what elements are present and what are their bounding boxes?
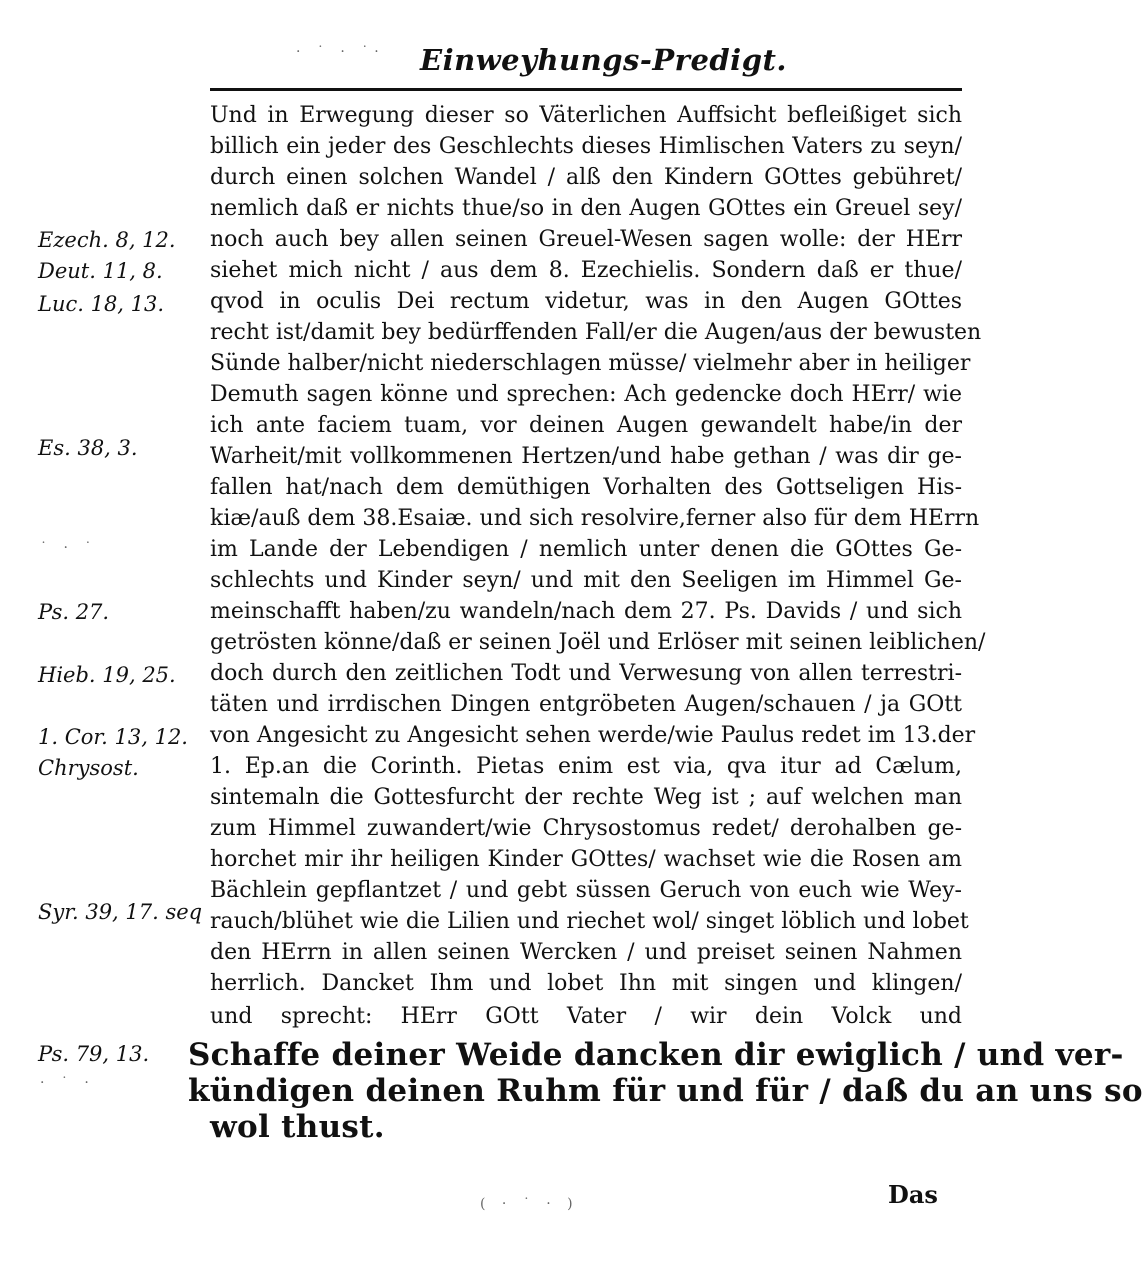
body-line: nemlich daß er nichts thue/so in den Augen GOttes ein Greuel sey/ bbox=[210, 196, 962, 221]
body-line: im Lande der Lebendigen / nemlich unter denen die GOttes Ge- bbox=[210, 537, 962, 562]
body-line: Demuth sagen könne und sprechen: Ach gedencke doch HErr/ wie bbox=[210, 382, 962, 407]
body-line: schlechts und Kinder seyn/ und mit den Seeligen im Himmel Ge- bbox=[210, 568, 962, 593]
body-line: 1. Ep.an die Corinth. Pietas enim est via, qva itur ad Cælum, bbox=[210, 754, 962, 779]
body-line: von Angesicht zu Angesicht sehen werde/wie Paulus redet im 13.der bbox=[210, 723, 976, 748]
body-line: meinschafft haben/zu wandeln/nach dem 27. Ps. Davids / und sich bbox=[210, 599, 962, 624]
body-line: recht ist/damit bey bedürffenden Fall/er die Augen/aus der bewusten bbox=[210, 320, 982, 345]
body-line: doch durch den zeitlichen Todt und Verwesung von allen terrestri- bbox=[210, 661, 962, 686]
closing-line: Schaffe deiner Weide dancken dir ewiglich / und ver- bbox=[188, 1037, 1124, 1073]
body-line: rauch/blühet wie die Lilien und riechet wol/ singet löblich und lobet bbox=[210, 909, 969, 934]
ink-specks: · ˙ · bbox=[40, 1075, 95, 1091]
body-line: noch auch bey allen seinen Greuel-Wesen sagen wolle: der HErr bbox=[210, 227, 962, 252]
body-line: horchet mir ihr heiligen Kinder GOttes/ wachset wie die Rosen am bbox=[210, 847, 962, 872]
body-line: ich ante faciem tuam, vor deinen Augen gewandelt habe/in der bbox=[210, 413, 962, 438]
body-line: und sprecht: HErr GOtt Vater / wir dein Volck und bbox=[210, 1004, 962, 1029]
body-line: fallen hat/nach dem demüthigen Vorhalten des Gottseligen His- bbox=[210, 475, 962, 500]
ink-specks: ( · ˙ · ) bbox=[480, 1196, 579, 1212]
catchword: Das bbox=[888, 1180, 938, 1209]
body-line: Und in Erwegung dieser so Väterlichen Auffsicht befleißiget sich bbox=[210, 103, 962, 128]
body-line: den HErrn in allen seinen Wercken / und preiset seinen Nahmen bbox=[210, 940, 962, 965]
closing-line: wol thust. bbox=[210, 1109, 385, 1145]
body-line: siehet mich nicht / aus dem 8. Ezechielis. Sondern daß er thue/ bbox=[210, 258, 962, 283]
margin-note: Hieb. 19, 25. bbox=[38, 663, 176, 687]
margin-note: Deut. 11, 8. bbox=[38, 259, 163, 283]
body-line: kiæ/auß dem 38.Esaiæ. und sich resolvire,ferner also für dem HErrn bbox=[210, 506, 980, 531]
body-line: sintemaln die Gottesfurcht der rechte Weg ist ; auf welchen man bbox=[210, 785, 962, 810]
closing-line: kündigen deinen Ruhm für und für / daß du an uns so bbox=[188, 1073, 1143, 1109]
running-header: Einweyhungs-Predigt. bbox=[420, 43, 787, 77]
body-line: qvod in oculis Dei rectum videtur, was in den Augen GOttes bbox=[210, 289, 962, 314]
body-line: durch einen solchen Wandel / alß den Kindern GOttes gebühret/ bbox=[210, 165, 962, 190]
body-line: getrösten könne/daß er seinen Joël und Erlöser mit seinen leiblichen/ bbox=[210, 630, 986, 655]
body-line: billich ein jeder des Geschlechts dieses Himlischen Vaters zu seyn/ bbox=[210, 134, 962, 159]
ink-specks: ˙ · ˙ bbox=[40, 540, 98, 556]
margin-note: Ps. 79, 13. bbox=[38, 1042, 150, 1066]
margin-note: Luc. 18, 13. bbox=[38, 292, 165, 316]
body-line: Sünde halber/nicht niederschlagen müsse/ vielmehr aber in heiliger bbox=[210, 351, 971, 376]
margin-note: Es. 38, 3. bbox=[38, 436, 138, 460]
margin-note: Ezech. 8, 12. bbox=[38, 228, 176, 252]
body-line: herrlich. Dancket Ihm und lobet Ihn mit singen und klingen/ bbox=[210, 971, 962, 996]
margin-note: Chrysost. bbox=[38, 756, 139, 780]
body-line: zum Himmel zuwandert/wie Chrysostomus redet/ derohalben ge- bbox=[210, 816, 962, 841]
ink-specks: · ˙ · ˙· bbox=[296, 44, 385, 60]
margin-note: Ps. 27. bbox=[38, 600, 110, 624]
margin-note: 1. Cor. 13, 12. bbox=[38, 725, 188, 749]
header-rule bbox=[210, 88, 962, 91]
body-line: Warheit/mit vollkommenen Hertzen/und habe gethan / was dir ge- bbox=[210, 444, 962, 469]
body-line: täten und irrdischen Dingen entgröbeten Augen/schauen / ja GOtt bbox=[210, 692, 962, 717]
body-line: Bächlein gepflantzet / und gebt süssen Geruch von euch wie Wey- bbox=[210, 878, 962, 903]
margin-note: Syr. 39, 17. seq bbox=[38, 900, 203, 924]
